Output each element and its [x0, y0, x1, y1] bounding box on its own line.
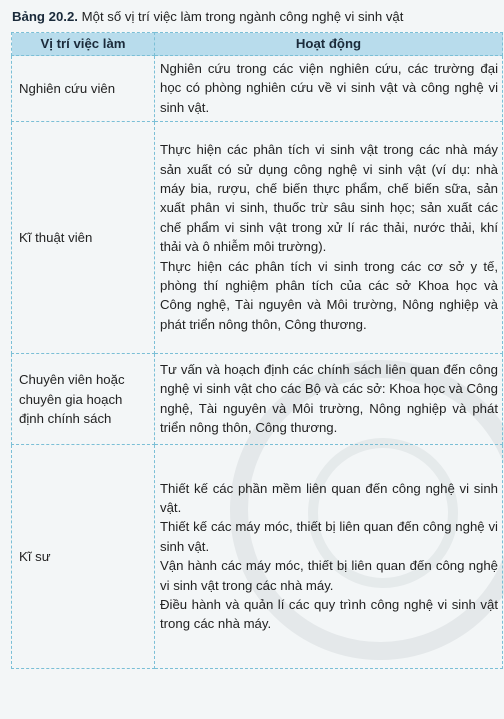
row-position: Kĩ thuật viên — [12, 122, 155, 354]
table-row — [12, 56, 503, 122]
row-activities — [155, 122, 503, 354]
activity-item: Điều hành và quản lí các quy trình công nghệ vi sinh vật trong các nhà máy. — [160, 597, 498, 632]
table-row — [12, 445, 503, 669]
table-header-row — [12, 33, 503, 56]
header-position: Vị trí việc làm — [12, 33, 155, 56]
activity-item: Vận hành các máy móc, thiết bị liên quan đến công nghệ vi sinh vật trong các nhà máy. — [160, 558, 498, 593]
table-row — [12, 122, 503, 354]
activity-item: Thiết kế các máy móc, thiết bị liên quan đến công nghệ vi sinh vật. — [160, 519, 498, 554]
row-activities — [155, 56, 503, 122]
table-row — [12, 354, 503, 445]
activity-item: Thực hiện các phân tích vi sinh vật trong các nhà máy sản xuất có sử dụng công nghệ vi sinh vật (ví dụ: nhà máy bia, rượu, chế biến thực phẩm, chế biến sữa, sản xuất phân vi sinh, thuốc trừ sâu sinh học; sản xuất các chế phẩm vi sinh vật trong xử lí rác thải, nước thải, khí thải và ô nhiễm môi trường). — [160, 142, 498, 255]
caption-text: Một số vị trí việc làm trong ngành công nghệ vi sinh vật — [77, 9, 404, 24]
row-position: Chuyên viên hoặc chuyên gia hoạch định chính sách — [12, 354, 155, 445]
activity-item: Tư vấn và hoạch định các chính sách liên quan đến công nghệ vi sinh vật cho các Bộ và các sở: Khoa học và Công nghệ, Tài nguyên và Môi trường, Nông nghiệp và phát triển nông thôn, Công thương. — [160, 361, 498, 436]
header-activity: Hoạt động — [155, 33, 503, 56]
activity-item: Nghiên cứu trong các viện nghiên cứu, các trường đại học có phòng nghiên cứu về vi sinh vật và công nghệ vi sinh vật. — [160, 61, 498, 115]
activity-item: Thiết kế các phần mềm liên quan đến công nghệ vi sinh vật. — [160, 480, 498, 515]
row-activities — [155, 445, 503, 669]
caption-number: Bảng 20.2. — [12, 9, 78, 24]
row-position: Kĩ sư — [12, 445, 155, 669]
row-position: Nghiên cứu viên — [12, 56, 155, 122]
jobs-table — [11, 32, 503, 669]
activity-item: Thực hiện các phân tích vi sinh trong các cơ sở y tế, phòng thí nghiệm phân tích của các sở Khoa học và Công nghệ, Tài nguyên và Môi trường, Nông nghiệp và phát triển nông thôn, Công thương. — [160, 258, 498, 332]
row-activities — [155, 354, 503, 445]
table-caption — [12, 8, 502, 26]
